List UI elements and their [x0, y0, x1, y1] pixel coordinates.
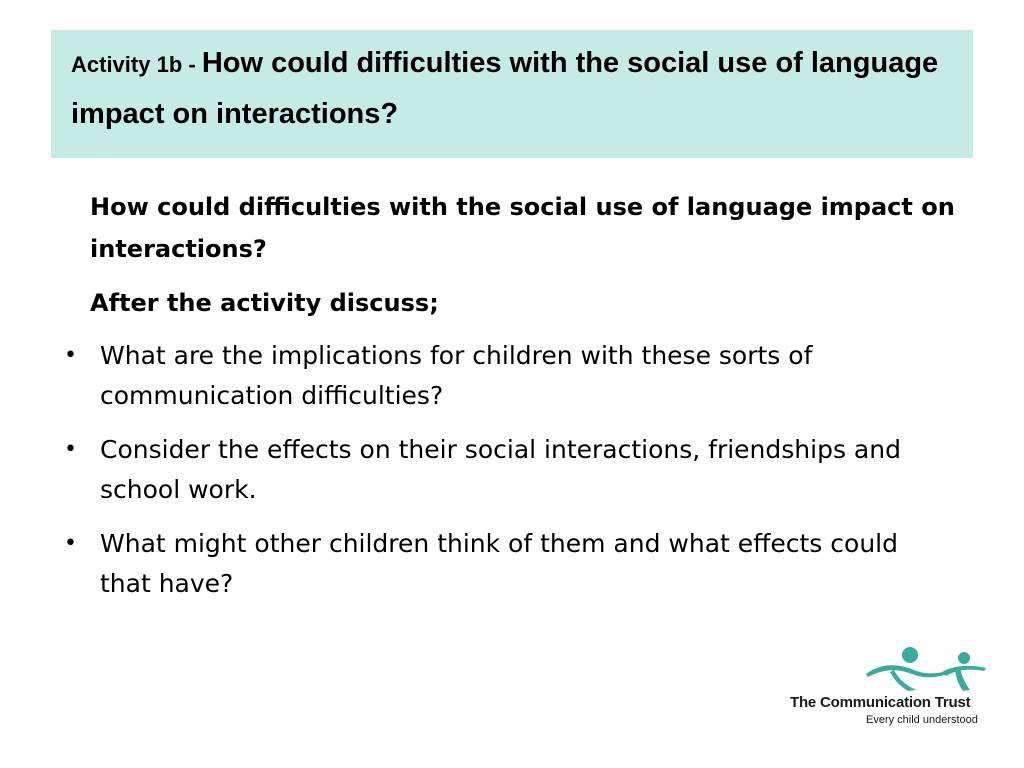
slide-content	[0, 186, 1024, 618]
bullet-icon: •	[64, 531, 77, 556]
two-figures-icon	[864, 646, 988, 692]
logo-name: The Communication Trust	[790, 694, 971, 711]
discussion-list	[0, 336, 1024, 604]
title-prefix: Activity 1b -	[71, 52, 202, 77]
bullet-text: What are the implications for children with these sorts of communication difficulties?	[100, 341, 813, 410]
question-text: How could difficulties with the social use of language impact on interactions?	[90, 193, 955, 263]
bullet-text: Consider the effects on their social interactions, friendships and school work.	[100, 435, 901, 504]
slide-title	[71, 40, 953, 142]
after-activity-heading: After the activity discuss;	[90, 289, 439, 317]
list-item	[64, 430, 930, 510]
title-main: How could difficulties with the social use of language impact on interactions?	[71, 47, 939, 130]
list-item	[64, 524, 930, 604]
communication-trust-logo	[790, 646, 995, 736]
bullet-text: What might other children think of them and what effects could that have?	[100, 529, 898, 598]
logo-tagline: Every child understood	[866, 714, 978, 726]
bullet-icon: •	[64, 437, 77, 462]
bullet-icon: •	[64, 343, 77, 368]
title-box	[51, 30, 973, 158]
list-item	[64, 336, 930, 416]
